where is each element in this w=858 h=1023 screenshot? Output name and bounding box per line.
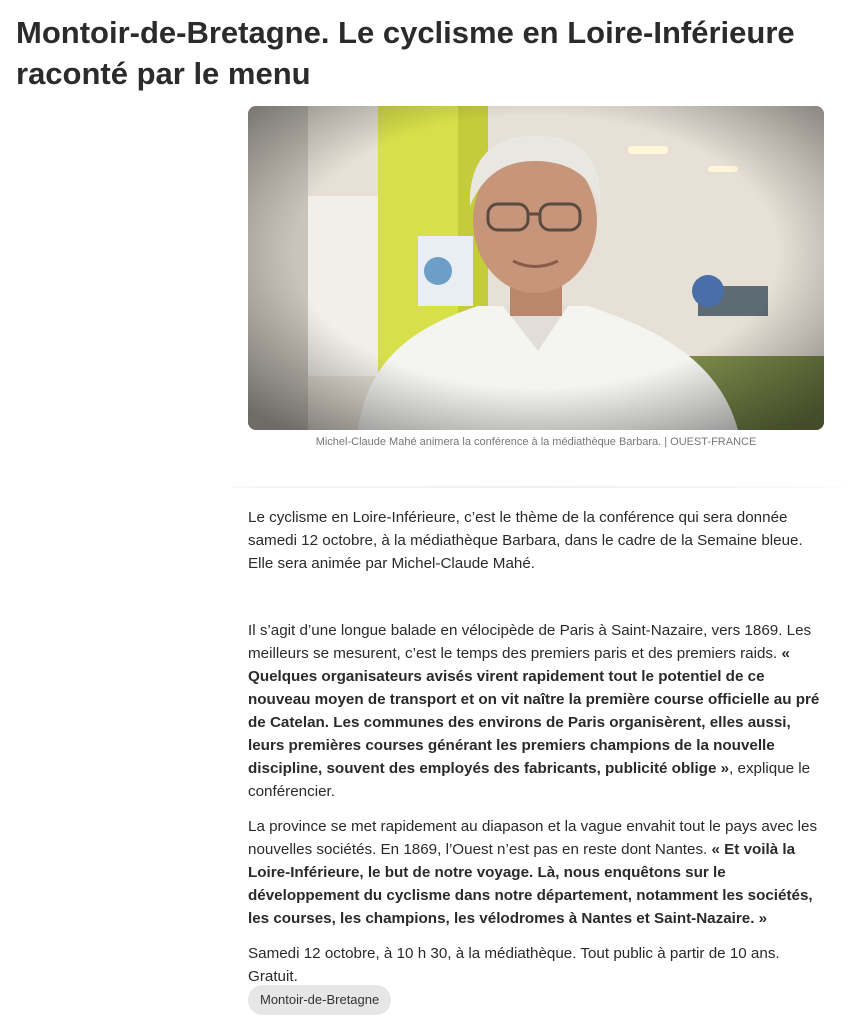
portrait-illustration xyxy=(248,106,824,430)
section-divider xyxy=(232,486,842,488)
paragraph-province-text: La province se met rapidement au diapason et la vague envahit tout le pays avec les nouvelles sociétés. En 1869, l’Ouest n’est pas en reste dont Nantes. xyxy=(248,818,818,858)
paragraph-province xyxy=(248,815,830,930)
quote-organisateurs: « Quelques organisateurs avisés virent rapidement tout le potentiel de ce nouveau moyen de transport et on vit naître la première course officielle au pré de Catelan. Les communes des environs de Paris organisèrent, elles aussi, leurs premières courses générant les premiers champions de la nouvelle discipline, souvent des employés des fabricants, publicité oblige » xyxy=(248,645,820,777)
quote-loire-inferieure: « Et voilà la Loire-Inférieure, le but de notre voyage. Là, nous enquêtons sur le développement du cyclisme dans notre département, notamment les sociétés, les courses, les champions, les vélodromes à Nantes et Saint-Nazaire. » xyxy=(248,841,813,927)
article-body xyxy=(248,506,830,988)
paragraph-history-text: Il s’agit d’une longue balade en vélocipède de Paris à Saint-Nazaire, vers 1869. Les meilleurs se mesurent, c’est le temps des premiers paris et des premiers raids. xyxy=(248,622,812,662)
article-photo xyxy=(248,106,824,430)
previous-content-fragment xyxy=(20,0,320,2)
location-tag-button[interactable]: Montoir-de-Bretagne xyxy=(248,985,391,1015)
photo-caption: Michel-Claude Mahé animera la conférence à la médiathèque Barbara. | OUEST-FRANCE xyxy=(315,436,757,448)
paragraph-practical-info: Samedi 12 octobre, à 10 h 30, à la médiathèque. Tout public à partir de 10 ans. Gratuit. xyxy=(248,945,780,985)
paragraph-intro: Le cyclisme en Loire-Inférieure, c’est le thème de la conférence qui sera donnée samedi 12 octobre, à la médiathèque Barbara, dans le cadre de la Semaine bleue. Elle sera animée par Michel-Claude Mahé. xyxy=(248,509,803,572)
paragraph-history-attribution: , explique le conférencier. xyxy=(248,760,811,800)
paragraph-history xyxy=(248,619,830,803)
article-title: Montoir-de-Bretagne. Le cyclisme en Loire-Inférieure raconté par le menu xyxy=(16,15,795,91)
